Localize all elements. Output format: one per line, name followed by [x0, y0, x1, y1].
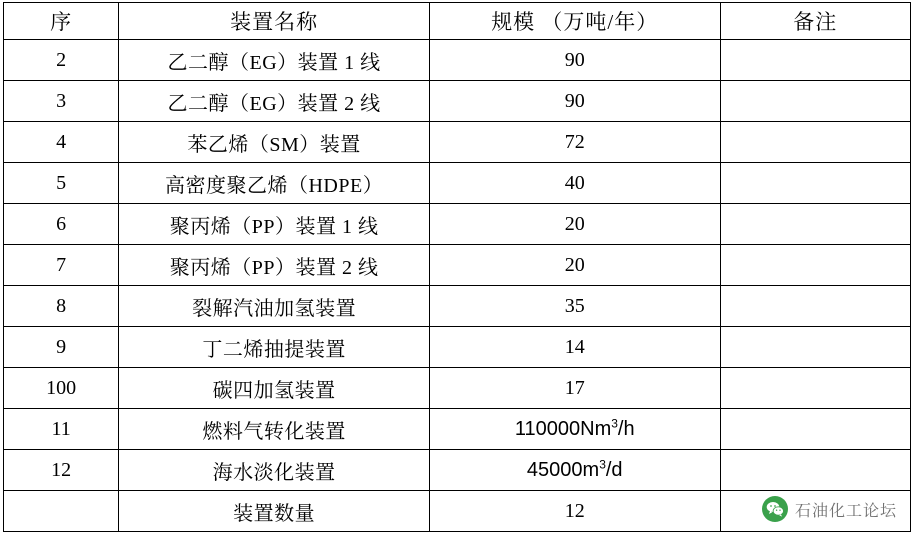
table-row: [4, 327, 911, 368]
cell-index: 5: [4, 163, 119, 204]
cell-index: 100: [4, 368, 119, 409]
cell-note: [720, 286, 910, 327]
device-spec-table: [3, 2, 911, 532]
cell-device-name: 乙二醇（EG）装置 1 线: [119, 40, 430, 81]
cell-scale: 20: [429, 245, 720, 286]
cell-note: [720, 163, 910, 204]
cell-scale: 17: [429, 368, 720, 409]
cell-index: 12: [4, 450, 119, 491]
column-header-name: 装置名称: [119, 3, 430, 40]
cell-scale: 14: [429, 327, 720, 368]
cell-device-name: 海水淡化装置: [119, 450, 430, 491]
cell-note: [720, 327, 910, 368]
cell-note: [720, 204, 910, 245]
table-row: [4, 286, 911, 327]
cell-scale: 40: [429, 163, 720, 204]
column-header-note: 备注: [720, 3, 910, 40]
cell-index: [4, 491, 119, 532]
cell-scale: 35: [429, 286, 720, 327]
cell-device-name: 丁二烯抽提装置: [119, 327, 430, 368]
cell-note: [720, 450, 910, 491]
cell-index: 7: [4, 245, 119, 286]
cell-device-name: 乙二醇（EG）装置 2 线: [119, 81, 430, 122]
cell-index: 9: [4, 327, 119, 368]
cell-device-name: 裂解汽油加氢装置: [119, 286, 430, 327]
table-row: [4, 450, 911, 491]
cell-device-name: 燃料气转化装置: [119, 409, 430, 450]
cell-note: [720, 81, 910, 122]
table-row: [4, 163, 911, 204]
table-row: [4, 122, 911, 163]
table-row: [4, 368, 911, 409]
cell-scale: 72: [429, 122, 720, 163]
table-header-row: [4, 3, 911, 40]
table-row: [4, 409, 911, 450]
cell-scale: 90: [429, 81, 720, 122]
table-header: [4, 3, 911, 40]
cell-device-name: 装置数量: [119, 491, 430, 532]
wechat-icon: [762, 496, 788, 522]
table-row: [4, 204, 911, 245]
column-header-scale: 规模 （万吨/年）: [429, 3, 720, 40]
cell-index: 6: [4, 204, 119, 245]
document-page: [0, 2, 915, 538]
cell-note: [720, 122, 910, 163]
cell-index: 4: [4, 122, 119, 163]
cell-index: 2: [4, 40, 119, 81]
table-row: [4, 81, 911, 122]
cell-note: [720, 40, 910, 81]
watermark-text: 石油化工论坛: [794, 502, 897, 520]
cell-index: 11: [4, 409, 119, 450]
cell-note: [720, 409, 910, 450]
cell-scale: 12: [429, 491, 720, 532]
cell-index: 3: [4, 81, 119, 122]
cell-scale: [429, 450, 720, 491]
cell-scale: [429, 409, 720, 450]
cell-note: [720, 245, 910, 286]
cell-scale: 20: [429, 204, 720, 245]
cell-device-name: 苯乙烯（SM）装置: [119, 122, 430, 163]
cell-device-name: 碳四加氢装置: [119, 368, 430, 409]
table-row: [4, 245, 911, 286]
cell-index: 8: [4, 286, 119, 327]
cell-device-name: 高密度聚乙烯（HDPE）: [119, 163, 430, 204]
watermark: [762, 496, 897, 522]
cell-device-name: 聚丙烯（PP）装置 2 线: [119, 245, 430, 286]
table-row: [4, 40, 911, 81]
table-body: [4, 40, 911, 532]
scale-value: 110000Nm$^3$/h: [514, 416, 635, 441]
cell-device-name: 聚丙烯（PP）装置 1 线: [119, 204, 430, 245]
scale-value: $45000m^3/d$: [526, 457, 623, 482]
cell-scale: 90: [429, 40, 720, 81]
column-header-index: 序: [4, 3, 119, 40]
cell-note: [720, 368, 910, 409]
